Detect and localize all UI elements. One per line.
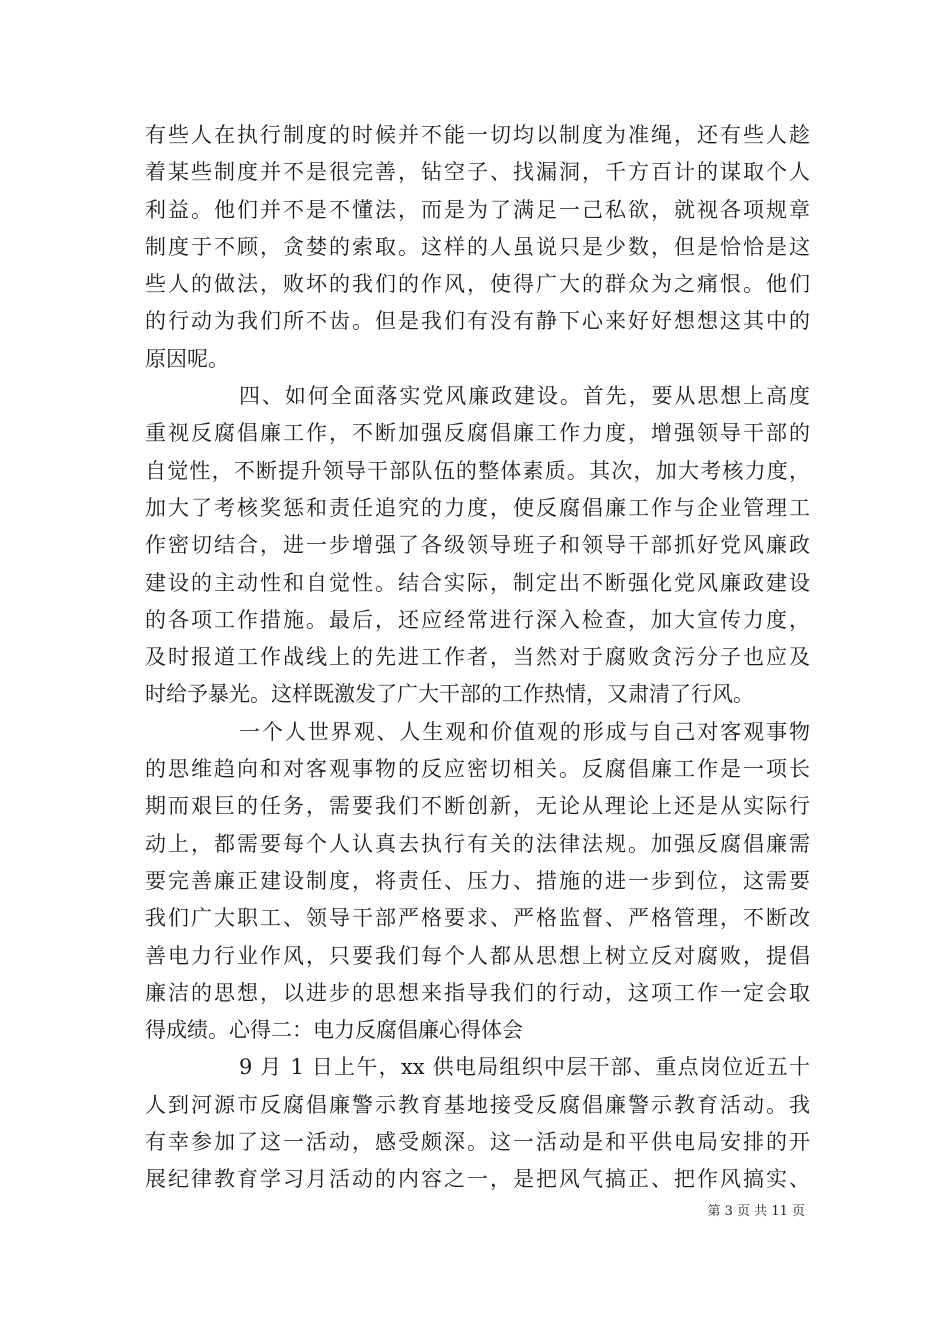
paragraph-2 xyxy=(145,378,810,714)
text-line: 一个人世界观、人生观和价值观的形成与自己对客观事物 xyxy=(239,719,810,744)
text-line: 时给予暴光。这样既激发了广大干部的工作热情，又肃清了行风。 xyxy=(145,682,754,707)
text-line: 廉洁的思想，以进步的思想来指导我们的行动，这项工作一定会取 xyxy=(145,980,810,1005)
text-line: 得成绩。心得二：电力反腐倡廉心得体会 xyxy=(145,1018,523,1043)
paragraph-1 xyxy=(145,117,810,378)
text-line: 的各项工作措施。最后，还应经常进行深入检查，加大宣传力度， xyxy=(145,607,810,632)
page-number-footer: 第 3 页 共 11 页 xyxy=(707,1204,805,1219)
text-line: 9 月 1 日上午，xx 供电局组织中层干部、重点岗位近五十 xyxy=(239,1055,810,1080)
text-line: 四、如何全面落实党风廉政建设。首先，要从思想上高度 xyxy=(239,384,810,409)
text-line: 动上，都需要每个人认真去执行有关的法律法规。加强反腐倡廉需 xyxy=(145,831,810,856)
document-body xyxy=(145,117,810,1199)
text-line: 要完善廉正建设制度，将责任、压力、措施的进一步到位，这需要 xyxy=(145,868,810,893)
text-line: 的思维趋向和对客观事物的反应密切相关。反腐倡廉工作是一项长 xyxy=(145,757,810,782)
text-line: 原因呢。 xyxy=(145,346,229,371)
text-line: 加大了考核奖惩和责任追究的力度，使反腐倡廉工作与企业管理工 xyxy=(145,495,810,520)
text-line: 期而艰巨的任务，需要我们不断创新，无论从理论上还是从实际行 xyxy=(145,794,810,819)
text-line: 作密切结合，进一步增强了各级领导班子和领导干部抓好党风廉政 xyxy=(145,533,810,558)
text-line: 着某些制度并不是很完善，钻空子、找漏洞，千方百计的谋取个人 xyxy=(145,160,810,185)
text-line: 我们广大职工、领导干部严格要求、严格监督、严格管理，不断改 xyxy=(145,906,810,931)
text-line: 建设的主动性和自觉性。结合实际，制定出不断强化党风廉政建设 xyxy=(145,570,810,595)
text-line: 些人的做法，败坏的我们的作风，使得广大的群众为之痛恨。他们 xyxy=(145,272,810,297)
text-line: 善电力行业作风，只要我们每个人都从思想上树立反对腐败，提倡 xyxy=(145,943,810,968)
text-line: 制度于不顾，贪婪的索取。这样的人虽说只是少数，但是恰恰是这 xyxy=(145,234,810,259)
paragraph-4 xyxy=(145,1049,810,1198)
text-line: 有些人在执行制度的时候并不能一切均以制度为准绳，还有些人趁 xyxy=(145,123,810,147)
text-line: 展纪律教育学习月活动的内容之一，是把风气搞正、把作风搞实、 xyxy=(145,1167,810,1192)
text-line: 的行动为我们所不齿。但是我们有没有静下心来好好想想这其中的 xyxy=(145,309,810,334)
text-line: 重视反腐倡廉工作，不断加强反腐倡廉工作力度，增强领导干部的 xyxy=(145,421,810,446)
text-line: 及时报道工作战线上的先进工作者，当然对于腐败贪污分子也应及 xyxy=(145,645,810,670)
paragraph-3 xyxy=(145,714,810,1050)
text-line: 自觉性，不断提升领导干部队伍的整体素质。其次，加大考核力度， xyxy=(145,458,810,483)
text-line: 人到河源市反腐倡廉警示教育基地接受反腐倡廉警示教育活动。我 xyxy=(145,1092,810,1117)
text-line: 利益。他们并不是不懂法，而是为了满足一己私欲，就视各项规章 xyxy=(145,197,810,222)
text-line: 有幸参加了这一活动，感受颇深。这一活动是和平供电局安排的开 xyxy=(145,1130,810,1155)
